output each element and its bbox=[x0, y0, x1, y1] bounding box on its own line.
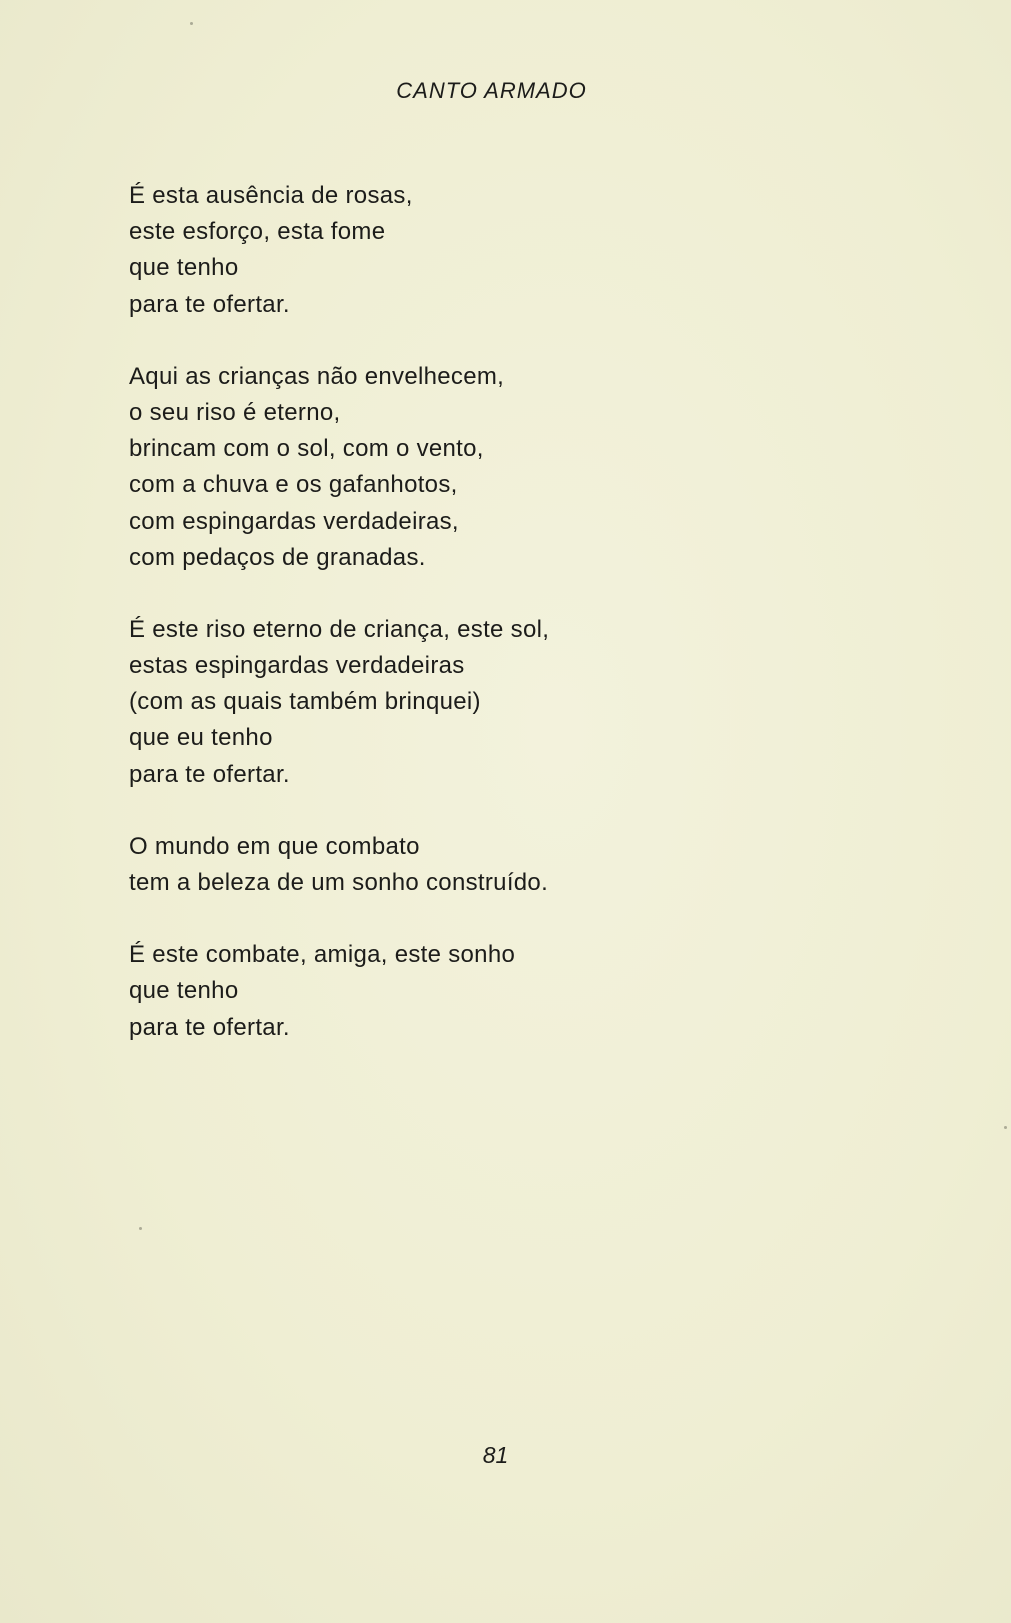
poem-line: com pedaços de granadas. bbox=[129, 543, 426, 571]
running-head bbox=[0, 78, 1011, 104]
poem-line: este esforço, esta fome bbox=[129, 218, 386, 246]
poem-line: para te ofertar. bbox=[129, 760, 290, 788]
running-head-title: CANTO ARMADO bbox=[396, 78, 587, 103]
paper-speck bbox=[139, 1227, 142, 1230]
poem-line: com a chuva e os gafanhotos, bbox=[129, 471, 458, 499]
poem-line: o seu riso é eterno, bbox=[129, 398, 341, 426]
poem-line: que eu tenho bbox=[129, 724, 273, 752]
poem-line: Aqui as crianças não envelhecem, bbox=[129, 362, 505, 390]
poem-line: O mundo em que combato bbox=[129, 832, 420, 860]
poem-line: (com as quais também brinquei) bbox=[129, 688, 481, 716]
poem-line: É esta ausência de rosas, bbox=[129, 182, 413, 209]
stanza-5 bbox=[129, 937, 829, 1046]
page-number-text: 81 bbox=[482, 1442, 509, 1468]
poem-line: É este riso eterno de criança, este sol, bbox=[129, 615, 550, 643]
poem-line: É este combate, amiga, este sonho bbox=[129, 941, 516, 969]
stanza-3 bbox=[129, 612, 829, 793]
poem-line: tem a beleza de um sonho construído. bbox=[129, 869, 549, 896]
stanza-2 bbox=[129, 359, 829, 576]
poem-line: que tenho bbox=[129, 977, 239, 1005]
poem bbox=[129, 178, 829, 1082]
stanza-1 bbox=[129, 178, 829, 323]
poem-line: para te ofertar. bbox=[129, 1013, 290, 1041]
poem-line: com espingardas verdadeiras, bbox=[129, 507, 459, 535]
stanza-4 bbox=[129, 829, 829, 901]
poem-line: que tenho bbox=[129, 254, 239, 282]
poem-line: estas espingardas verdadeiras bbox=[129, 652, 465, 680]
poem-line: para te ofertar. bbox=[129, 290, 290, 318]
paper-speck bbox=[1004, 1126, 1007, 1129]
paper-speck bbox=[190, 22, 193, 25]
poem-line: brincam com o sol, com o vento, bbox=[129, 435, 484, 463]
page-number bbox=[0, 1442, 1011, 1469]
